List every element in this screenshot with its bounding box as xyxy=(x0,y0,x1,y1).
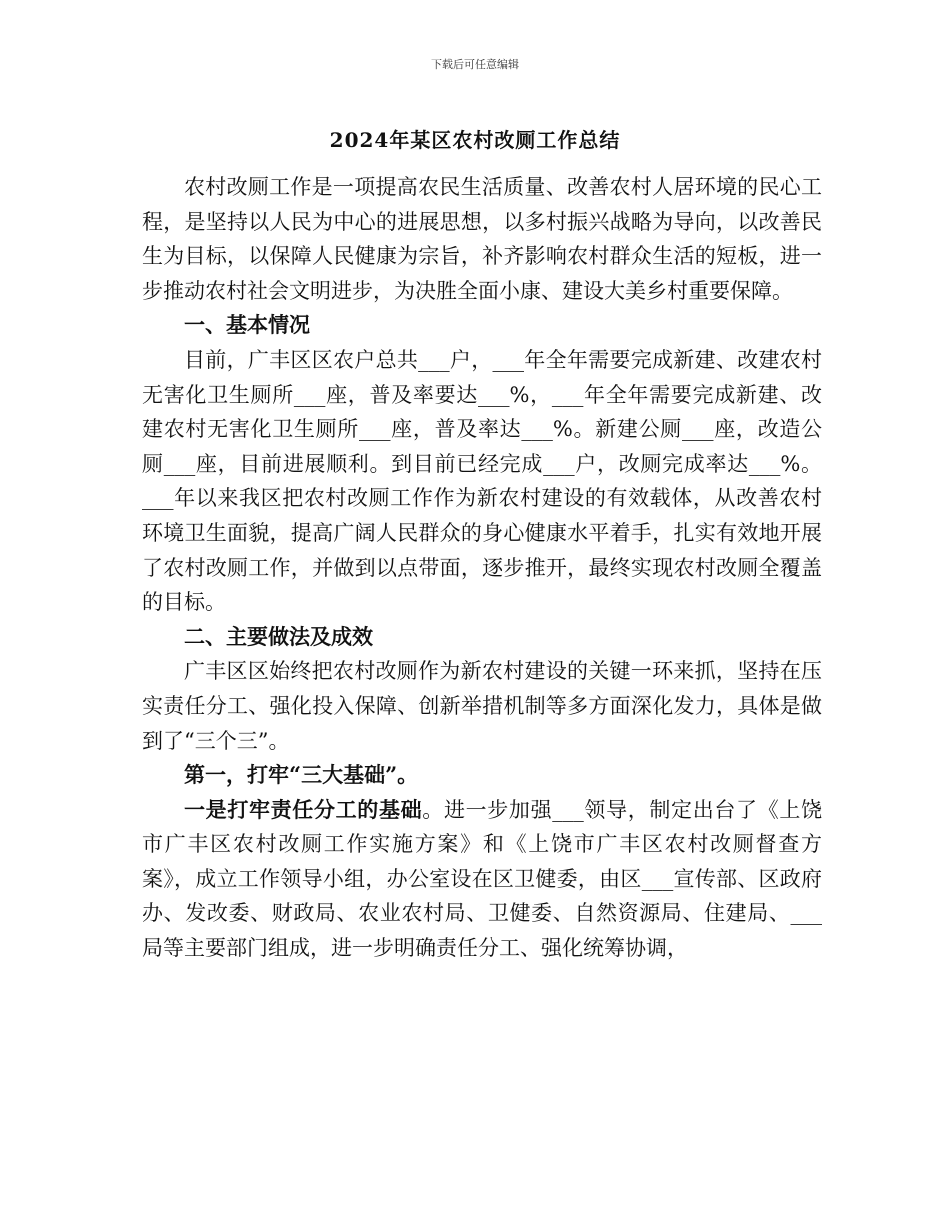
item-body: 。进一步加强___领导，制定出台了《上饶市广丰区农村改厕工作实施方案》和《上饶市广丰区农村改厕督查方案》，成立工作领导小组，办公室设在区卫健委，由区___宣传部、区政府办、发改委、财政局、农业农村局、卫健委、自然资源局、住建局、___局等主要部门组成，进一步明确责任分工、强化统筹协调， xyxy=(142,797,823,961)
header-note: 下载后可任意编辑 xyxy=(431,58,519,71)
item-lead: 一是打牢责任分工的基础 xyxy=(184,796,423,822)
section-heading-basic: 一、基本情况 xyxy=(184,312,310,338)
section-paragraph-measures: 广丰区区始终把农村改厕作为新农村建设的关键一环来抓，坚持在压实责任分工、强化投入保障、创新举措机制等多方面深化发力，具体是做到了“三个三”。 xyxy=(142,659,822,753)
section-heading-measures: 二、主要做法及成效 xyxy=(184,623,373,649)
section-paragraph-basic: 目前，广丰区区农户总共___户，___年全年需要完成新建、改建农村无害化卫生厕所___座，普及率要达___%，___年全年需要完成新建、改建农村无害化卫生厕所___座，普及率达___%。新建公厕___座，改造公厕___座，目前进展顺利。到目前已经完成___户，改厕完成率达___%。___年以来我区把农村改厕工作作为新农村建设的有效载体，从改善农村环境卫生面貌，提高广阔人民群众的身心健康水平着手，扎实有效地开展了农村改厕工作，并做到以点带面，逐步推开，最终实现农村改厕全覆盖的目标。 xyxy=(142,347,822,615)
document-body xyxy=(142,170,822,966)
subsection-heading-foundations: 第一，打牢“三大基础”。 xyxy=(184,762,419,788)
item-paragraph-responsibility xyxy=(142,793,822,966)
document-title: 2024年某区农村改厕工作总结 xyxy=(329,128,621,152)
intro-paragraph: 农村改厕工作是一项提高农民生活质量、改善农村人居环境的民心工程，是坚持以人民为中心的进展思想，以多村振兴战略为导向，以改善民生为目标，以保障人民健康为宗旨，补齐影响农村群众生活的短板，进一步推动农村社会文明进步，为决胜全面小康、建设大美乡村重要保障。 xyxy=(142,175,822,303)
